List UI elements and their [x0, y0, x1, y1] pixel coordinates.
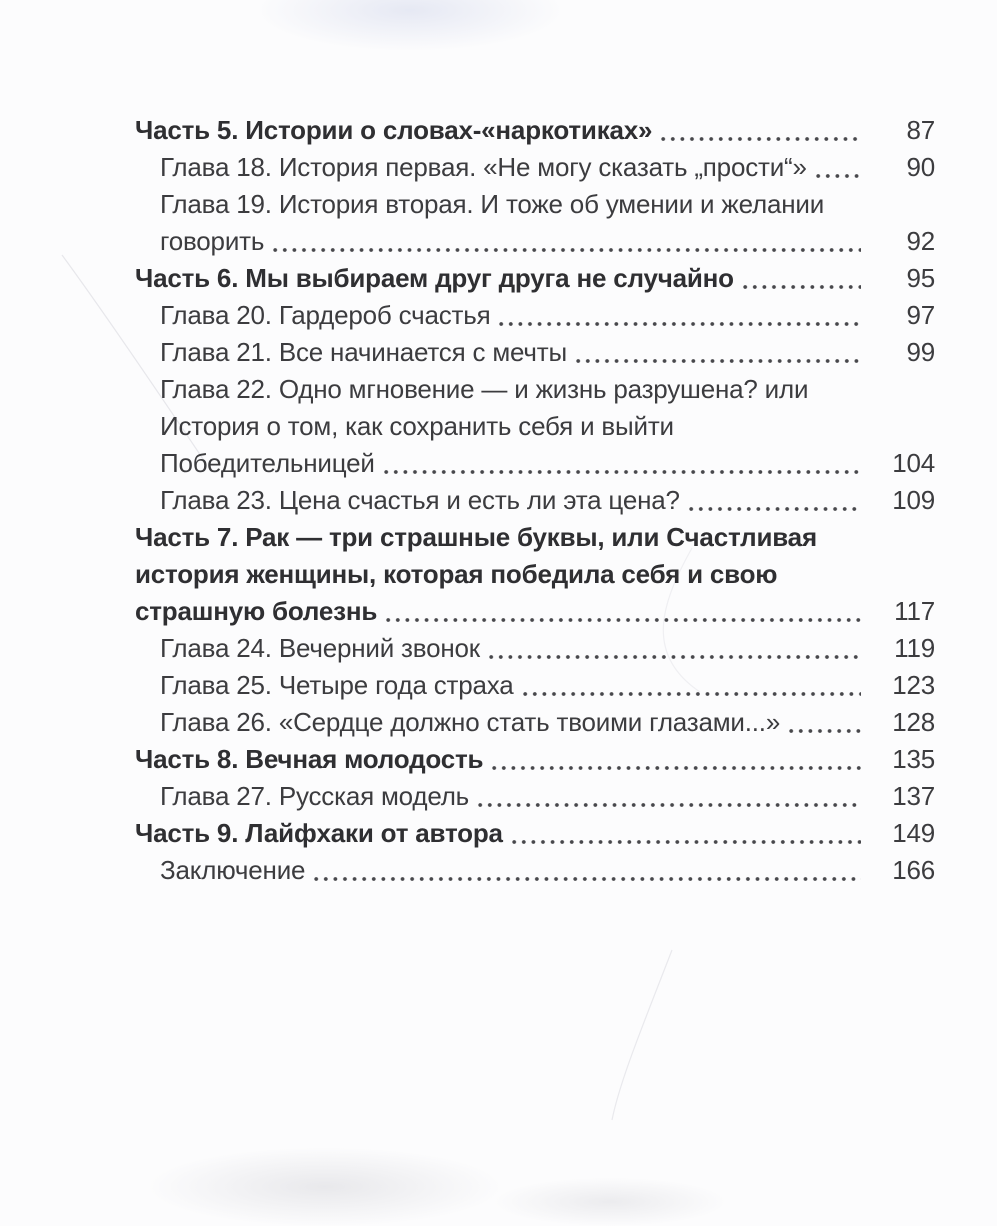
dot-leader	[816, 173, 861, 179]
toc-entry-text: Часть 8. Вечная молодость	[135, 744, 484, 774]
toc-page-number: 92	[906, 226, 935, 256]
toc-line-chapter	[135, 445, 935, 482]
toc-page-number: 97	[906, 300, 935, 330]
toc-line-chapter	[135, 334, 935, 371]
toc-line-part	[135, 815, 935, 852]
dot-leader	[789, 728, 861, 734]
toc-entry-text: Глава 27. Русская модель	[160, 781, 470, 811]
toc-entry-text: История о том, как сохранить себя и выйти	[160, 411, 674, 441]
toc-line-part	[135, 593, 935, 630]
toc-entry-text: Глава 23. Цена счастья и есть ли эта цена?	[160, 485, 680, 515]
table-of-contents	[135, 112, 935, 889]
toc-page-number: 149	[892, 818, 935, 848]
toc-page-number: 90	[906, 152, 935, 182]
toc-line-chapter	[135, 630, 935, 667]
dot-leader	[489, 654, 861, 660]
toc-line-chapter	[135, 408, 935, 445]
toc-entry-text: Заключение	[160, 855, 306, 885]
toc-entry-text: Часть 7. Рак — три страшные буквы, или Счастливая	[135, 522, 817, 552]
toc-page-number: 137	[892, 781, 935, 811]
toc-entry-text: Глава 25. Четыре года страха	[160, 670, 514, 700]
toc-line-part	[135, 741, 935, 778]
toc-entry-text: Победительницей	[160, 448, 375, 478]
dot-leader	[523, 691, 861, 697]
toc-entry-text: история женщины, которая победила себя и свою	[135, 559, 778, 589]
toc-entry-text: Глава 18. История первая. «Не могу сказать „прости“»	[160, 152, 807, 182]
toc-line-part	[135, 519, 935, 556]
toc-page-number: 123	[892, 670, 935, 700]
toc-line-chapter	[135, 149, 935, 186]
toc-line-chapter	[135, 704, 935, 741]
toc-entry-text: Часть 6. Мы выбираем друг друга не случайно	[135, 263, 734, 293]
toc-line-chapter	[135, 186, 935, 223]
scan-smudge-bottom-center	[495, 1178, 725, 1226]
dot-leader	[499, 321, 861, 327]
toc-entry-text: Глава 24. Вечерний звонок	[160, 633, 480, 663]
dot-leader	[661, 136, 861, 142]
toc-page-number: 87	[906, 115, 935, 145]
toc-page-number: 104	[892, 448, 935, 478]
toc-line-chapter	[135, 852, 935, 889]
dot-leader	[576, 358, 861, 364]
toc-entry-text: Глава 19. История вторая. И тоже об умении и желании	[160, 189, 825, 219]
dot-leader	[314, 876, 861, 882]
toc-entry-text: Часть 9. Лайфхаки от автора	[135, 818, 503, 848]
dot-leader	[478, 802, 861, 808]
toc-page-number: 166	[892, 855, 935, 885]
scan-smudge-top	[255, 0, 565, 52]
toc-page-number: 109	[892, 485, 935, 515]
toc-line-chapter	[135, 371, 935, 408]
toc-page-number: 117	[894, 596, 935, 626]
dot-leader	[273, 247, 861, 253]
dot-leader	[386, 617, 861, 623]
toc-page-number: 119	[894, 633, 935, 663]
dot-leader	[512, 839, 861, 845]
toc-page-number: 135	[892, 744, 935, 774]
toc-entry-text: Глава 26. «Сердце должно стать твоими глазами...»	[160, 707, 781, 737]
toc-line-part	[135, 260, 935, 297]
dot-leader	[492, 765, 861, 771]
toc-entry-text: Часть 5. Истории о словах-«наркотиках»	[135, 115, 653, 145]
toc-entry-text: Глава 22. Одно мгновение — и жизнь разрушена? или	[160, 374, 809, 404]
toc-entry-text: Глава 20. Гардероб счастья	[160, 300, 491, 330]
toc-line-chapter	[135, 778, 935, 815]
toc-line-chapter	[135, 667, 935, 704]
toc-page-number: 128	[892, 707, 935, 737]
toc-line-part	[135, 556, 935, 593]
dot-leader	[384, 469, 861, 475]
toc-entry-text: говорить	[160, 226, 265, 256]
dot-leader	[689, 506, 861, 512]
toc-line-chapter	[135, 482, 935, 519]
toc-page-number: 99	[906, 337, 935, 367]
toc-line-part	[135, 112, 935, 149]
dot-leader	[743, 284, 861, 290]
toc-line-chapter	[135, 223, 935, 260]
toc-entry-text: Глава 21. Все начинается с мечты	[160, 337, 567, 367]
scan-smudge-bottom-left	[150, 1148, 500, 1226]
toc-line-chapter	[135, 297, 935, 334]
toc-entry-text: страшную болезнь	[135, 596, 378, 626]
toc-page-number: 95	[906, 263, 935, 293]
